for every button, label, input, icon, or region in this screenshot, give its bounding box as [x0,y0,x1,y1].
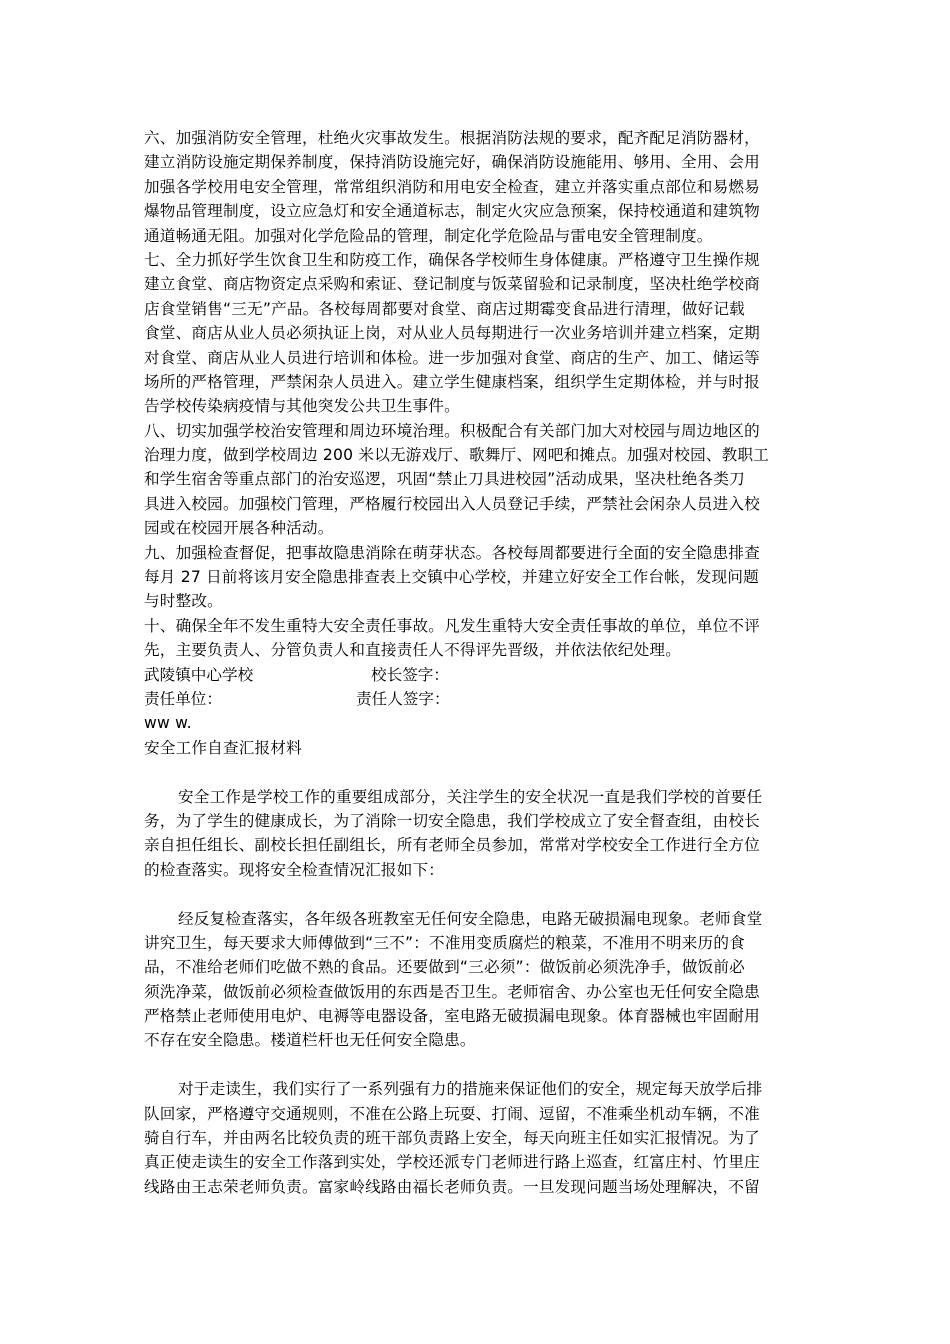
signature-row-unit [144,687,824,711]
text-fragment: ww w. [144,714,192,733]
paragraph-line: 建立食堂、商店物资定点采购和索证、登记制度与饭菜留验和记录制度，坚决杜绝学校商 [144,275,760,294]
signature-row-school [144,663,824,687]
paragraph-line: 务，为了学生的健康成长，为了消除一切安全隐患，我们学校成立了安全督查组，由校长 [144,811,760,830]
paragraph-line: 店食堂销售“三无”产品。各校每周都要对食堂、商店过期霉变食品进行清理，做好记载 [144,299,745,318]
paragraph-line: 园或在校园开展各种活动。 [144,519,334,538]
school-name: 武陵镇中心学校 [144,665,254,684]
paragraph-line: 骑自行车，并由两名比较负责的班干部负责路上安全，每天向班主任如实汇报情况。为了 [144,1129,760,1148]
paragraph-line: 不存在安全隐患。楼道栏杆也无任何安全隐患。 [144,1031,476,1050]
responsible-unit-label: 责任单位： [144,689,222,708]
paragraph-line: 爆物品管理制度，设立应急灯和安全通道标志，制定火灾应急预案，保持校通道和建筑物 [144,202,760,221]
paragraph-line: 建立消防设施定期保养制度，保持消防设施完好，确保消防设施能用、够用、全用、会用 [144,153,760,172]
paragraph-line: 品，不准给老师们吃做不熟的食品。还要做到“三必须”：做饭前必须洗净手，做饭前必 [144,958,745,977]
paragraph-line: 线路由王志荣老师负责。富家岭线路由福长老师负责。一旦发现问题当场处理解决，不留 [144,1177,760,1196]
report-findings-paragraph [144,907,824,1053]
principal-signature-label: 校长签字： [371,665,449,684]
report-intro-paragraph [144,785,824,883]
paragraph-line: 先，主要负责人、分管负责人和直接责任人不得评先晋级，并依法依纪处理。 [144,641,681,660]
paragraph-line: 对于走读生，我们实行了一系列强有力的措施来保证他们的安全，规定每天放学后排 [178,1080,763,1099]
paragraph-line: 真正使走读生的安全工作落到实处，学校还派专门老师进行路上巡查，红富庄村、竹里庄 [144,1153,760,1172]
paragraph-line: 讲究卫生，每天要求大师傅做到“三不”：不准用变质腐烂的粮菜，不准用不明来历的食 [144,933,745,952]
paragraph-line: 须洗净菜，做饭前必须检查做饭用的东西是否卫生。老师宿舍、办公室也无任何安全隐患 [144,982,760,1001]
paragraph-line: 与时整改。 [144,592,223,611]
blank-line [144,882,824,906]
paragraph-line: 对食堂、商店从业人员进行培训和体检。进一步加强对食堂、商店的生产、加工、储运等 [144,348,760,367]
section-responsibility [144,614,824,663]
blank-line [144,1053,824,1077]
responsible-person-label: 责任人签字： [356,689,450,708]
paragraph-line: 告学校传染病疫情与其他突发公共卫生事件。 [144,397,460,416]
section-campus-security [144,419,824,541]
section-fire-safety [144,126,824,248]
paragraph-line: 七、全力抓好学生饮食卫生和防疫工作，确保各学校师生身体健康。严格遵守卫生操作规 [144,250,760,269]
paragraph-line: 九、加强检查督促，把事故隐患消除在萌芽状态。各校每周都要进行全面的安全隐患排查 [144,543,760,562]
paragraph-line: 具进入校园。加强校门管理，严格履行校园出入人员登记手续，严禁社会闲杂人员进入校 [144,494,760,513]
paragraph-line: 和学生宿舍等重点部门的治安巡逻，巩固“禁止刀具进校园”活动成果，坚决杜绝各类刀 [144,470,745,489]
section-food-hygiene [144,248,824,419]
paragraph-line: 十、确保全年不发生重特大安全责任事故。凡发生重特大安全责任事故的单位，单位不评 [144,616,760,635]
paragraph-line: 六、加强消防安全管理，杜绝火灾事故发生。根据消防法规的要求，配齐配足消防器材， [144,129,760,147]
paragraph-line: 队回家，严格遵守交通规则，不准在公路上玩耍、打闹、逗留，不准乘坐机动车辆，不准 [144,1104,760,1123]
paragraph-line: 的检查落实。现将安全检查情况汇报如下： [144,860,445,879]
paragraph-line: 治理力度，做到学校周边 200 米以无游戏厅、歌舞厅、网吧和摊点。加强对校园、教职工 [144,446,770,465]
signature-block [144,663,824,712]
paragraph-line: 亲自担任组长、副校长担任副组长，所有老师全员参加，常常对学校安全工作进行全方位 [144,836,760,855]
paragraph-line: 场所的严格管理，严禁闲杂人员进入。建立学生健康档案，组织学生定期体检，并与时报 [144,372,760,391]
document-page [144,126,824,1199]
paragraph-line: 安全工作是学校工作的重要组成部分，关注学生的安全状况一直是我们学校的首要任 [178,787,763,806]
paragraph-line: 每月 27 日前将该月安全隐患排查表上交镇中心学校，并建立好安全工作台帐，发现问题 [144,568,759,587]
section-inspection [144,541,824,614]
blank-line [144,760,824,784]
paragraph-line: 经反复检查落实，各年级各班教室无任何安全隐患，电路无破损漏电现象。老师食堂 [178,909,763,928]
paragraph-line: 食堂、商店从业人员必须执证上岗，对从业人员每期进行一次业务培训并建立档案，定期 [144,324,760,343]
paragraph-line: 加强各学校用电安全管理，常常组织消防和用电安全检查，建立并落实重点部位和易燃易 [144,177,760,196]
paragraph-line: 通道畅通无阻。加强对化学危险品的管理，制定化学危险品与雷电安全管理制度。 [144,226,713,245]
paragraph-line: 严格禁止老师使用电炉、电褥等电器设备，室电路无破损漏电现象。体育器械也牢固耐用 [144,1007,760,1026]
report-title: 安全工作自查汇报材料 [144,738,302,757]
paragraph-line: 八、切实加强学校治安管理和周边环境治理。积极配合有关部门加大对校园与周边地区的 [144,421,760,440]
report-commuters-paragraph [144,1077,824,1199]
